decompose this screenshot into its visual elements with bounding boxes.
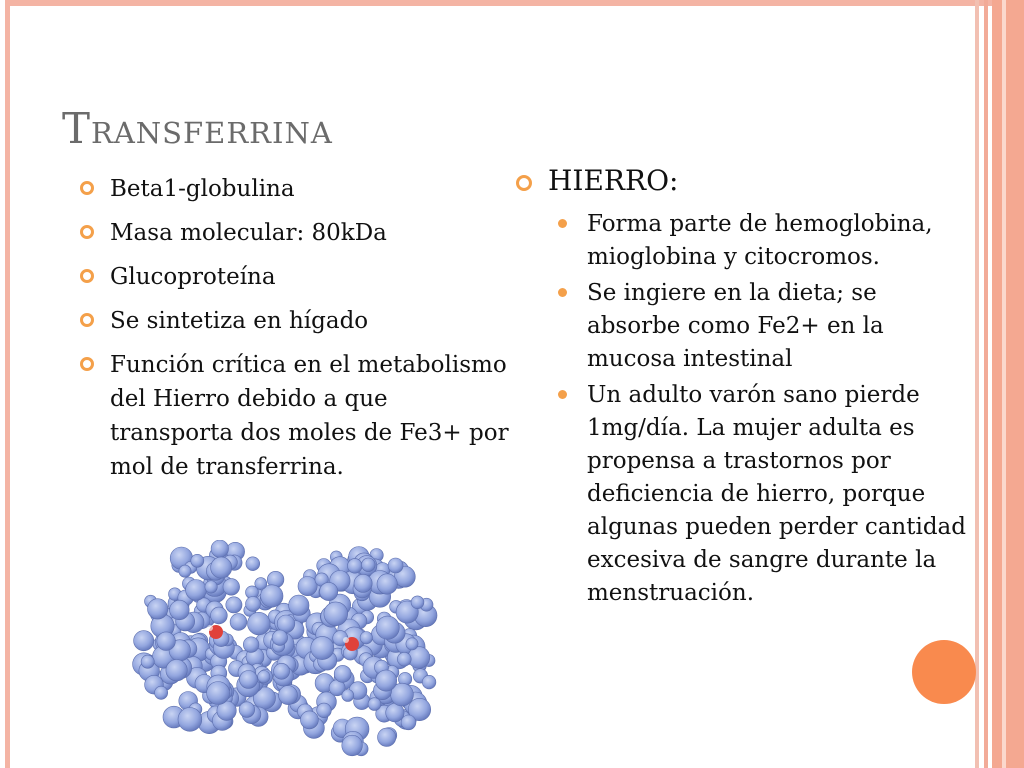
ring-bullet-icon [80, 357, 94, 371]
left-bullet-item [80, 348, 510, 484]
ring-bullet-icon [80, 225, 94, 239]
left-bullet-item [80, 216, 510, 250]
iron-bullet-item [556, 208, 968, 274]
left-bullet-text: Glucoproteína [110, 264, 276, 290]
ring-bullet-icon [516, 175, 532, 191]
right-stripe-4 [1002, 0, 1006, 768]
left-bullet-text: Beta1-globulina [110, 176, 295, 202]
left-bullet-text: Masa molecular: 80kDa [110, 220, 387, 246]
ring-bullet-icon [80, 269, 94, 283]
iron-bullet-text: Se ingiere en la dieta; se absorbe como Fe2+ en la mucosa intestinal [587, 280, 884, 372]
orange-circle-decoration [912, 640, 976, 704]
iron-bullet-text: Forma parte de hemoglobina, mioglobina y citocromos. [587, 211, 933, 270]
left-bullet-list [80, 172, 510, 494]
right-stripe-3 [992, 0, 1024, 768]
iron-heading [516, 164, 678, 197]
left-bullet-item [80, 172, 510, 206]
frame-left-border [5, 0, 10, 768]
iron-bullet-list [556, 208, 968, 613]
iron-bullet-item [556, 379, 968, 610]
dot-bullet-icon [558, 390, 567, 399]
iron-bullet-text: Un adulto varón sano pierde 1mg/día. La mujer adulta es propensa a trastornos por deficiencia de hierro, porque algunas pueden perder cantidad excesiva de sangre durante la menstruación. [587, 382, 966, 606]
iron-site-left-icon [207, 625, 223, 639]
ring-bullet-icon [80, 313, 94, 327]
right-stripe-2 [984, 0, 988, 768]
left-bullet-text: Se sintetiza en hígado [110, 308, 369, 334]
left-bullet-text: Función crítica en el metabolismo del Hierro debido a que transporta dos moles de Fe3+ por mol de transferrina. [110, 352, 509, 480]
ring-bullet-icon [80, 181, 94, 195]
iron-bullet-item [556, 277, 968, 376]
right-stripe-1 [975, 0, 979, 768]
transferrin-protein-image [130, 540, 450, 765]
left-bullet-item [80, 260, 510, 294]
left-bullet-item [80, 304, 510, 338]
frame-top-border [5, 0, 1024, 6]
slide-title: Transferrina [62, 104, 333, 153]
dot-bullet-icon [558, 219, 567, 228]
dot-bullet-icon [558, 288, 567, 297]
protein-lobes [133, 540, 437, 756]
iron-heading-text: HIERRO: [548, 164, 679, 197]
